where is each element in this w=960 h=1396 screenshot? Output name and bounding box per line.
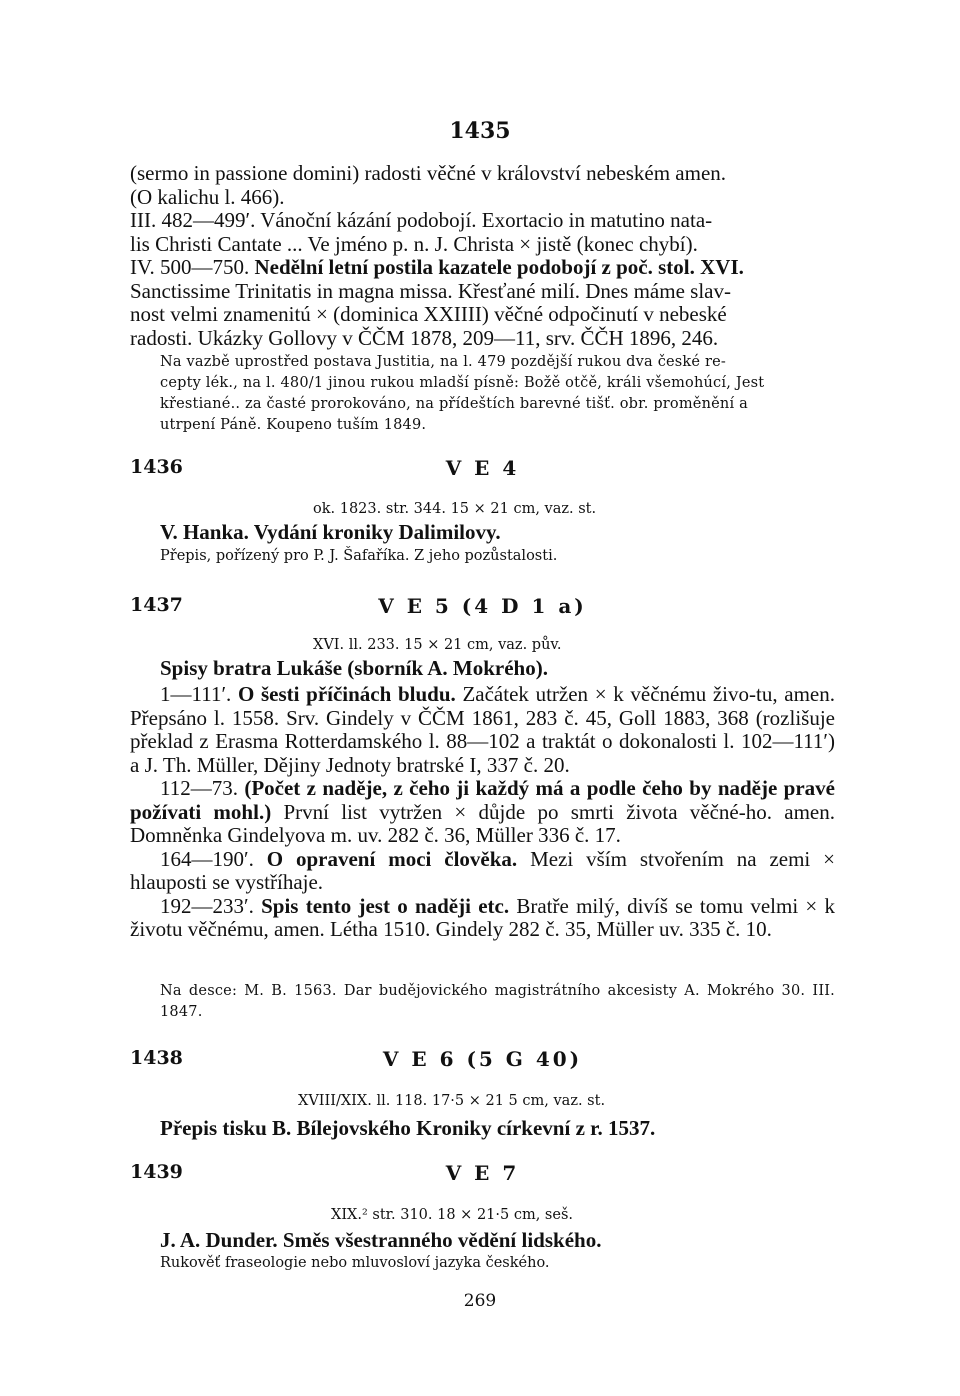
paragraph-text: Mezi vším stvořením na zemi × hlauposti se vystříhaje. <box>130 846 835 894</box>
entry-signature: V E 6 (5 G 40) <box>382 1047 583 1071</box>
paragraph-text: Začátek utržen × k věčnému živo-tu, amen. Přepsáno l. 1558. Srv. Gindely v ČČM 1861, 283 č. 45, Goll 1883, 368 (rozlišuje překlad z Erasma Rotterdamského l. 88—102 a traktát o dokonalosti l. 102—111′) a J. Th. Müller, Dějiny Jednoty bratrské I, 337 č. 20. <box>130 682 835 777</box>
entry-1437-meta: XVI. ll. 233. 15 × 21 cm, vaz. pův. <box>313 637 562 653</box>
entry-number: 1437 <box>130 594 183 616</box>
entry-signature: V E 7 <box>445 1161 520 1185</box>
entry-1435-note <box>160 352 835 436</box>
text-line: (O kalichu l. 466). <box>130 184 285 209</box>
entry-signature: V E 5 (4 D 1 a) <box>378 594 587 618</box>
text-line: Sanctissime Trinitatis in magna missa. Křesťané milí. Dnes máme slav- <box>130 278 731 303</box>
page-number-top: 1435 <box>449 118 511 144</box>
entry-1437-note <box>160 981 835 1023</box>
text-line: lis Christi Cantate ... Ve jméno p. n. J. Christa × jistě (konec chybí). <box>130 231 698 256</box>
paragraph-text: První list vytržen × důjde po smrti života věčné-ho. amen. Domněnka Gindelyova m. uv. 282 č. 36, Müller 336 č. 17. <box>130 799 835 847</box>
note-line: křestiané.. za časté prorokováno, na přídeštích barevné tišť. obr. proměnění a <box>160 396 748 412</box>
entry-1437-title: Spisy bratra Lukáše (sborník A. Mokrého). <box>160 656 548 680</box>
entry-1439-title: J. A. Dunder. Směs všestranného vědění lidského. <box>160 1228 602 1252</box>
entry-signature: V E 4 <box>445 456 520 480</box>
work-title: (Počet z naděje, z čeho ji každý má a podle čeho by naděje pravé požívati mohl.) <box>130 776 835 824</box>
entry-1439-header <box>130 1161 835 1187</box>
note-text: Na desce: M. B. 1563. Dar budějovického magistrátního akcesisty A. Mokrého 30. III. 1847. <box>160 983 835 1020</box>
paragraph <box>130 848 835 895</box>
text-line: nost velmi znamenitú × (dominica XXIIII) věčné odpočinutí v nebeské <box>130 302 727 326</box>
entry-number: 1439 <box>130 1161 183 1183</box>
entry-1436-title: V. Hanka. Vydání kroniky Dalimilovy. <box>160 520 501 544</box>
entry-1436-note: Přepis, pořízený pro P. J. Šafaříka. Z jeho pozůstalosti. <box>160 548 558 564</box>
entry-number: 1438 <box>130 1047 183 1069</box>
note-line: cepty lék., na l. 480/1 jinou rukou mladší písně: Božě otčě, králi všemohúcí, Jest <box>160 375 765 391</box>
entry-1439-note: Rukověť fraseologie nebo mluvosloví jazyka českého. <box>160 1255 550 1271</box>
paragraph <box>130 895 835 942</box>
text-line <box>130 256 835 280</box>
entry-1436-header <box>130 456 835 482</box>
text-span: IV. 500—750. <box>130 255 255 279</box>
note-line: Na vazbě uprostřed postava Justitia, na l. 479 pozdější rukou dva české re- <box>160 354 727 370</box>
entry-1438-meta: XVIII/XIX. ll. 118. 17·5 × 21 5 cm, vaz. st. <box>298 1093 606 1109</box>
text-line: radosti. Ukázky Gollovy v ČČM 1878, 209—11, srv. ČČH 1896, 246. <box>130 325 719 350</box>
work-title: Spis tento jest o naději etc. <box>261 893 510 918</box>
folio-range: 164—190′. <box>160 846 267 871</box>
entry-1435-continuation <box>130 162 835 350</box>
work-title: O opravení moci člověka. <box>266 846 518 871</box>
text-line: (sermo in passione domini) radosti věčné v království nebeském amen. <box>130 161 727 185</box>
entry-1439-meta: XIX.² str. 310. 18 × 21·5 cm, seš. <box>331 1207 573 1223</box>
paragraph <box>130 683 835 777</box>
entry-1437-header <box>130 594 835 620</box>
folio-range: 112—73. <box>160 776 245 800</box>
paragraph <box>130 777 835 848</box>
entry-1437-body <box>130 683 835 942</box>
text-line: III. 482—499′. Vánoční kázání podobojí. Exortacio in matutino nata- <box>130 208 713 232</box>
folio-range: 192—233′. <box>160 893 262 918</box>
entry-1436-meta: ok. 1823. str. 344. 15 × 21 cm, vaz. st. <box>313 501 597 517</box>
folio-range: 1—111′. <box>160 682 238 706</box>
section-title: Nedělní letní postila kazatele podobojí z poč. stol. XVI. <box>254 255 744 279</box>
note-line: utrpení Páně. Koupeno tuším 1849. <box>160 417 427 433</box>
paragraph-text: Bratře milý, divíš se tomu velmi × k životu věčnému, amen. Létha 1510. Gindely 282 č. 35, Müller uv. 335 č. 10. <box>130 893 835 941</box>
page-number-bottom: 269 <box>463 1291 497 1311</box>
entry-number: 1436 <box>130 456 183 478</box>
work-title: O šesti příčinách bludu. <box>237 682 456 706</box>
entry-1438-header <box>130 1047 835 1073</box>
entry-1438-title: Přepis tisku B. Bílejovského Kroniky církevní z r. 1537. <box>160 1116 656 1140</box>
